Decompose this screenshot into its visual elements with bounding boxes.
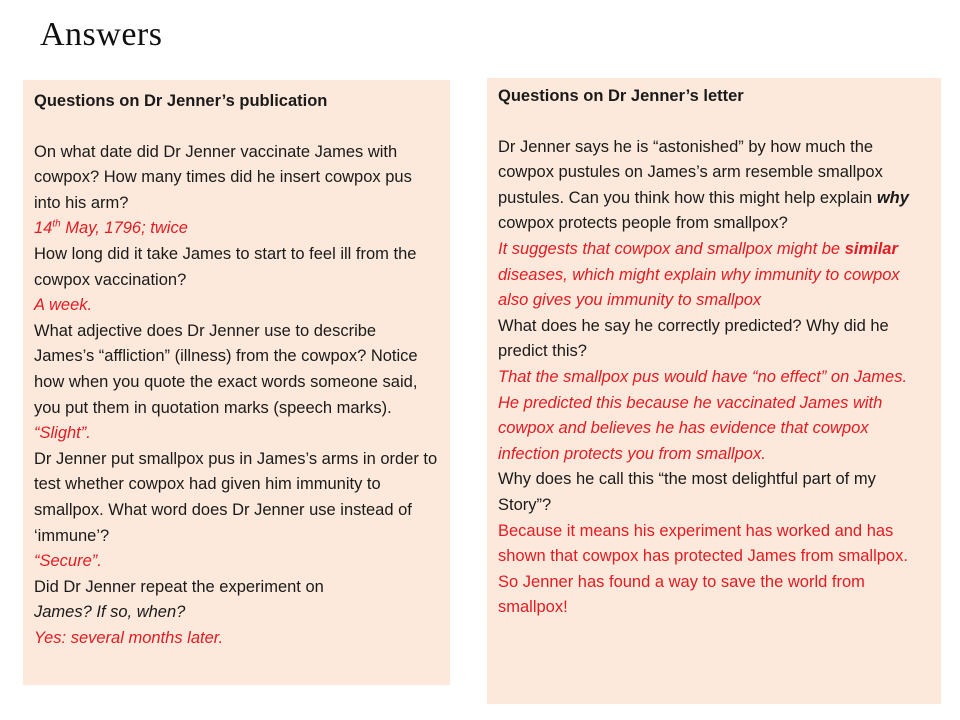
question-vaccination-date: On what date did Dr Jenner vaccinate James with cowpox? How many times did he insert cowpox pus into his arm? bbox=[34, 142, 412, 212]
question-prediction: What does he say he correctly predicted? Why did he predict this? bbox=[498, 316, 889, 361]
answer-adjective: “Slight”. bbox=[34, 424, 91, 443]
publication-questions-panel bbox=[23, 80, 450, 685]
answer-astonished: It suggests that cowpox and smallpox might be similar diseases, which might explain why immunity to cowpox also gives you immunity to smallpox bbox=[498, 239, 900, 310]
answer-prediction: That the smallpox pus would have “no effect” on James. He predicted this because he vaccinated James with cowpox and believes he has evidence that cowpox infection protects you from smallpox. bbox=[498, 367, 908, 463]
answer-immune-word: “Secure”. bbox=[34, 552, 102, 571]
publication-questions-heading: Questions on Dr Jenner’s publication bbox=[34, 92, 328, 110]
question-delightful-part: Why does he call this “the most delightful part of my Story”? bbox=[498, 470, 876, 514]
emphasis-why: why bbox=[876, 188, 909, 207]
question-immune-word: Dr Jenner put smallpox pus in James’s arms in order to test whether cowpox had given him immunity to smallpox. What word does Dr Jenner use instead of ‘immune’? bbox=[34, 449, 438, 545]
answer-delightful-part: Because it means his experiment has worked and has shown that cowpox has protected James from smallpox. So Jenner has found a way to save the world from smallpox! bbox=[498, 521, 908, 617]
question-astonished: Dr Jenner says he is “astonished” by how much the cowpox pustules on James’s arm resemble smallpox pustules. Can you think how this might help explain why cowpox protects people from smallpox? bbox=[498, 137, 909, 233]
question-repeat-experiment: Did Dr Jenner repeat the experiment on James? If so, when? bbox=[34, 577, 324, 622]
answer-vaccination-date: 14th May, 1796; twice bbox=[34, 218, 188, 238]
letter-questions-heading: Questions on Dr Jenner’s letter bbox=[498, 87, 744, 105]
answer-time-to-illness: A week. bbox=[34, 296, 93, 315]
answer-repeat-experiment: Yes: several months later. bbox=[34, 628, 224, 647]
emphasis-similar: similar bbox=[844, 239, 898, 258]
question-adjective: What adjective does Dr Jenner use to describe James’s “affliction” (illness) from the cowpox? Notice how when you quote the exact words someone said, you put them in quotation marks (speech marks). bbox=[34, 321, 418, 417]
letter-questions-panel bbox=[487, 78, 941, 704]
question-time-to-illness: How long did it take James to start to feel ill from the cowpox vaccination? bbox=[34, 244, 417, 289]
page-title: Answers bbox=[40, 16, 163, 53]
